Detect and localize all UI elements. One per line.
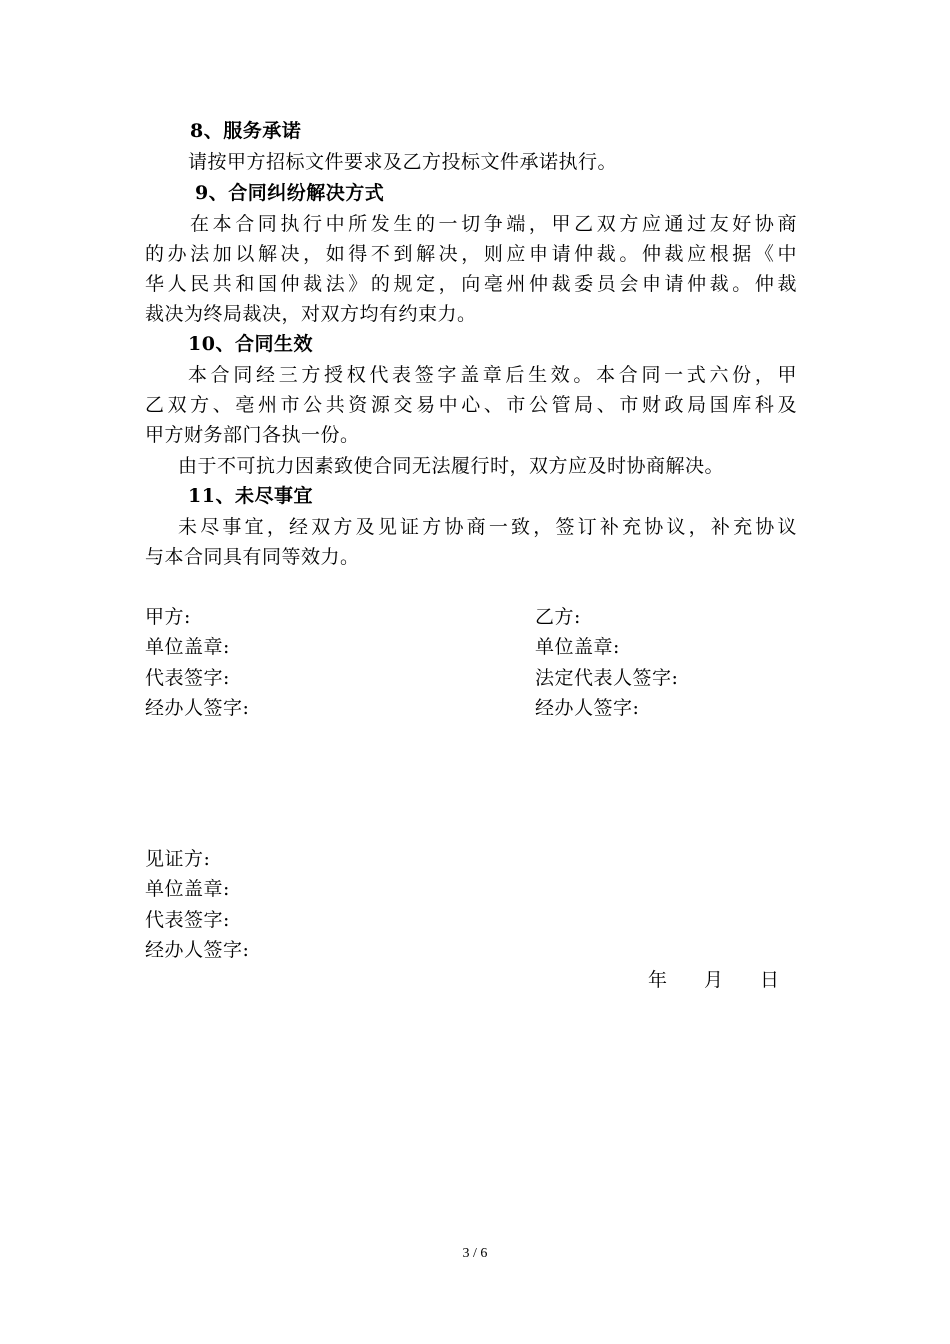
section-11-line-2: 与本合同具有同等效力。 xyxy=(145,546,360,568)
party-a-handler: 经办人签字: xyxy=(145,697,250,719)
section-10-line-2: 乙双方、亳州市公共资源交易中心、市公管局、市财政局国库科及 xyxy=(145,394,797,416)
witness-seal: 单位盖章: xyxy=(145,878,230,900)
date-day: 日 xyxy=(760,969,780,991)
witness-handler: 经办人签字: xyxy=(145,939,250,961)
section-10-heading: 10、合同生效 xyxy=(188,333,313,355)
section-8-line-1: 请按甲方招标文件要求及乙方投标文件承诺执行。 xyxy=(188,151,618,173)
party-a-seal: 单位盖章: xyxy=(145,636,230,658)
party-a-label: 甲方: xyxy=(145,606,191,628)
party-b-seal: 单位盖章: xyxy=(535,636,620,658)
witness-rep: 代表签字: xyxy=(145,909,230,931)
section-9-line-4: 裁决为终局裁决，对双方均有约束力。 xyxy=(145,303,477,325)
section-9-line-3: 华人民共和国仲裁法》的规定，向亳州仲裁委员会申请仲裁。仲裁 xyxy=(145,273,797,295)
date-year: 年 xyxy=(648,969,668,991)
page-number: 3 / 6 xyxy=(462,1246,488,1261)
witness-label: 见证方: xyxy=(145,848,211,870)
party-b-handler: 经办人签字: xyxy=(535,697,640,719)
party-a-rep: 代表签字: xyxy=(145,667,230,689)
section-9-line-2: 的办法加以解决，如得不到解决，则应申请仲裁。仲裁应根据《中 xyxy=(145,243,797,265)
section-11-line-1: 未尽事宜，经双方及见证方协商一致，签订补充协议，补充协议 xyxy=(178,516,797,538)
section-11-heading: 11、未尽事宜 xyxy=(188,485,313,507)
section-9-heading: 9、合同纠纷解决方式 xyxy=(195,182,385,204)
section-10-line-3: 甲方财务部门各执一份。 xyxy=(145,424,360,446)
section-9-line-1: 在本合同执行中所发生的一切争端，甲乙双方应通过友好协商 xyxy=(190,213,797,235)
party-b-label: 乙方: xyxy=(535,606,581,628)
party-b-rep: 法定代表人签字: xyxy=(535,667,679,689)
section-10-line-1: 本合同经三方授权代表签字盖章后生效。本合同一式六份，甲 xyxy=(188,364,797,386)
section-8-heading: 8、服务承诺 xyxy=(190,120,302,142)
date-month: 月 xyxy=(704,969,724,991)
section-10-line-4: 由于不可抗力因素致使合同无法履行时，双方应及时协商解决。 xyxy=(178,455,725,477)
